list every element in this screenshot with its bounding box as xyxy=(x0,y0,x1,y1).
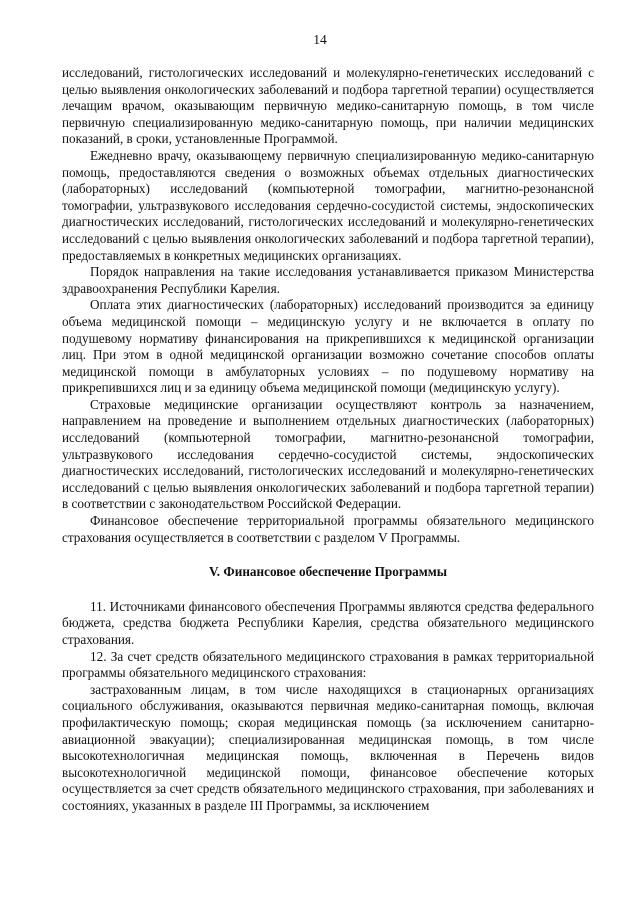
paragraph: Страховые медицинские организации осуществляют контроль за назначением, направлением на проведение и выполнением отдельных диагностических (лабораторных) исследований (компьютерной томографии, магнитно-резонансной томографии, ультразвукового исследования сердечно-сосудистой системы, эндоскопических диагностических исследований, гистологических исследований и молекулярно-генетических исследований с целью выявления онкологических заболеваний и подбора таргетной терапии) в соответствии с законодательством Российской Федерации. xyxy=(62,396,594,512)
paragraph: Оплата этих диагностических (лабораторных) исследований производится за единицу объема медицинской помощи – медицинскую услугу и не включается в оплату по подушевому нормативу финансирования на прикрепившихся к медицинской организации лиц. При этом в одной медицинской организации возможно сочетание способов оплаты медицинской помощи в амбулаторных условиях – по подушевому нормативу на прикрепившихся лиц и за единицу объема медицинской помощи (медицинскую услугу). xyxy=(62,297,594,396)
paragraph: Ежедневно врачу, оказывающему первичную специализированную медико-санитарную помощь, предоставляются сведения о возможных объемах отдельных диагностических (лабораторных) исследований (компьютерной томографии, магнитно-резонансной томографии, ультразвукового исследования сердечно-сосудистой системы, эндоскопических диагностических исследований, гистологических исследований и молекулярно-генетических исследований с целью выявления онкологических заболеваний и подбора таргетной терапии), предоставляемых в конкретных медицинских организациях. xyxy=(62,147,594,263)
paragraph: 11. Источниками финансового обеспечения Программы являются средства федерального бюджета, средства бюджета Республики Карелия, средства обязательного медицинского страхования. xyxy=(62,598,594,647)
page-number: 14 xyxy=(313,32,327,47)
paragraph: исследований, гистологических исследований и молекулярно-генетических исследований с целью выявления онкологических заболеваний и подбора таргетной терапии) осуществляется лечащим врачом, оказывающим первичную медико-санитарную помощь, в том числе первичную специализированную медико-санитарную помощь, при наличии медицинских показаний, в сроки, установленные Программой. xyxy=(62,65,594,147)
paragraph: 12. За счет средств обязательного медицинского страхования в рамках территориальной программы обязательного медицинского страхования: xyxy=(62,648,594,681)
paragraph: Порядок направления на такие исследования устанавливается приказом Министерства здравоохранения Республики Карелия. xyxy=(62,264,594,296)
paragraph: застрахованным лицам, в том числе находящихся в стационарных организациях социального обслуживания, оказываются первичная медико-санитарная помощь, включая профилактическую помощь; скорая медицинская помощь (за исключением санитарно-авиационной эвакуации); специализированная медицинская помощь, в том числе высокотехнологичная медицинская помощь, включенная в Перечень видов высокотехнологичной медицинской помощи, финансовое обеспечение которых осуществляется за счет средств обязательного медицинского страхования, при заболеваниях и состояниях, указанных в разделе III Программы, за исключением xyxy=(62,681,594,813)
section-heading: V. Финансовое обеспечение Программы xyxy=(208,564,448,580)
document-body xyxy=(62,65,594,815)
paragraph: Финансовое обеспечение территориальной программы обязательного медицинского страхования осуществляется в соответствии с разделом V Программы. xyxy=(62,513,594,545)
